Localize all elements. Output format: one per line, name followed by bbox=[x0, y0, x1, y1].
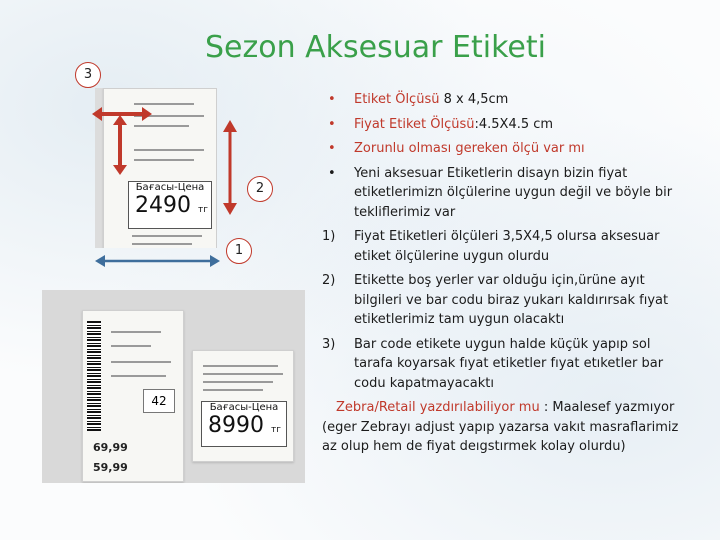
height-arrow-right bbox=[223, 120, 237, 215]
old-price-2-value: 59,99 bbox=[93, 461, 128, 474]
bottom-accessory-tag bbox=[82, 310, 184, 482]
bullet-icon: • bbox=[328, 141, 336, 156]
barcode bbox=[87, 321, 101, 431]
zebra-paragraph bbox=[322, 398, 692, 457]
numbered-text: Etikette boş yerler var olduğu için,ürüne ayıt bilgileri ve bar codu biraz yukarı kaldırırsak fıyat etiketlerimiz tam uygun olacaktı bbox=[354, 273, 669, 327]
price-amount: 8990 bbox=[208, 413, 264, 438]
tag-text-line bbox=[111, 331, 161, 333]
zebra-text: : Maalesef yazmıyor (eger Zebrayı adjust yapıp yazarsa vakıt masraflarimiz az olup hem de fiyat deıgstırmek kolay olurdu) bbox=[322, 400, 679, 454]
bullet-icon: • bbox=[328, 165, 336, 181]
slide-title: Sezon Aksesuar Etiketi bbox=[205, 30, 546, 65]
marker-1: 1 bbox=[226, 238, 252, 264]
price-currency: тг bbox=[271, 425, 281, 435]
tag-text-line bbox=[203, 389, 263, 391]
numbered-item bbox=[322, 335, 692, 394]
numbered-item bbox=[322, 271, 692, 330]
bullet-item bbox=[322, 90, 692, 110]
old-price-2 bbox=[93, 461, 128, 474]
numbered-text: Fiyat Etiketleri ölçüleri 3,5X4,5 olursa aksesuar etiket ölçülerine uygun olurdu bbox=[354, 229, 660, 264]
bullet-text: 8 x 4,5cm bbox=[439, 92, 509, 107]
tag-text-line bbox=[132, 235, 202, 237]
tag-text-line bbox=[111, 345, 151, 347]
bullet-label: Etiket Ölçüsü bbox=[354, 92, 440, 107]
bullet-item bbox=[322, 139, 692, 159]
slide-content bbox=[322, 90, 692, 457]
price-header: Бағасы-Цена bbox=[135, 182, 205, 193]
zebra-label: Zebra/Retail yazdırılabiliyor mu bbox=[336, 400, 540, 415]
price-currency: тг bbox=[198, 205, 208, 215]
width-arrow-bottom bbox=[95, 254, 220, 268]
old-price-1-value: 69,99 bbox=[93, 441, 128, 454]
bullet-icon: • bbox=[328, 116, 336, 132]
height-arrow-left bbox=[113, 115, 127, 175]
bullet-icon: • bbox=[328, 92, 336, 107]
bottom-price-tag bbox=[192, 350, 294, 462]
tag-text-line bbox=[134, 159, 194, 161]
top-price-box bbox=[128, 181, 212, 229]
bottom-price-box bbox=[201, 401, 287, 447]
number-marker: 3) bbox=[322, 336, 336, 352]
price-value bbox=[129, 193, 211, 218]
old-price-1 bbox=[93, 441, 128, 454]
number-marker: 1) bbox=[322, 229, 336, 244]
price-header: Бағасы-Цена bbox=[209, 402, 279, 413]
number-marker: 2) bbox=[322, 273, 336, 288]
tag-text-line bbox=[111, 361, 171, 363]
numbered-text: Bar code etikete uygun halde küçük yapıp sol tarafa koyarsak fıyat etiketler fıyat etıketler bar codu kapatmayacaktı bbox=[354, 336, 664, 391]
tag-text-line bbox=[203, 365, 278, 367]
tag-text-line bbox=[111, 375, 166, 377]
numbered-item bbox=[322, 227, 692, 266]
bottom-tags-photo bbox=[42, 290, 305, 483]
price-amount: 2490 bbox=[135, 193, 191, 218]
marker-2: 2 bbox=[247, 176, 273, 202]
bullet-label: Zorunlu olması gereken ölçü var mı bbox=[354, 141, 585, 156]
tag-text-line bbox=[203, 381, 273, 383]
tag-text-line bbox=[134, 125, 189, 127]
tag-text-line bbox=[203, 373, 283, 375]
tag-text-line bbox=[132, 243, 192, 245]
marker-3: 3 bbox=[75, 62, 101, 88]
tag-text-line bbox=[134, 149, 204, 151]
bullet-text: :4.5X4.5 cm bbox=[474, 116, 554, 132]
price-value bbox=[202, 413, 286, 438]
bullet-item bbox=[322, 115, 692, 135]
size-box bbox=[143, 389, 175, 413]
tag-text-line bbox=[134, 103, 194, 105]
bullet-label: Fiyat Etiket Ölçüsü bbox=[354, 116, 475, 132]
bullet-list bbox=[322, 90, 692, 393]
bullet-item bbox=[322, 164, 692, 223]
bullet-text: Yeni aksesuar Etiketlerin disayn bizin fiyat etiketlerimizn ölçülerine uygun değil ve böyle bir tekliflerimiz var bbox=[354, 165, 673, 220]
size-value: 42 bbox=[151, 394, 167, 408]
